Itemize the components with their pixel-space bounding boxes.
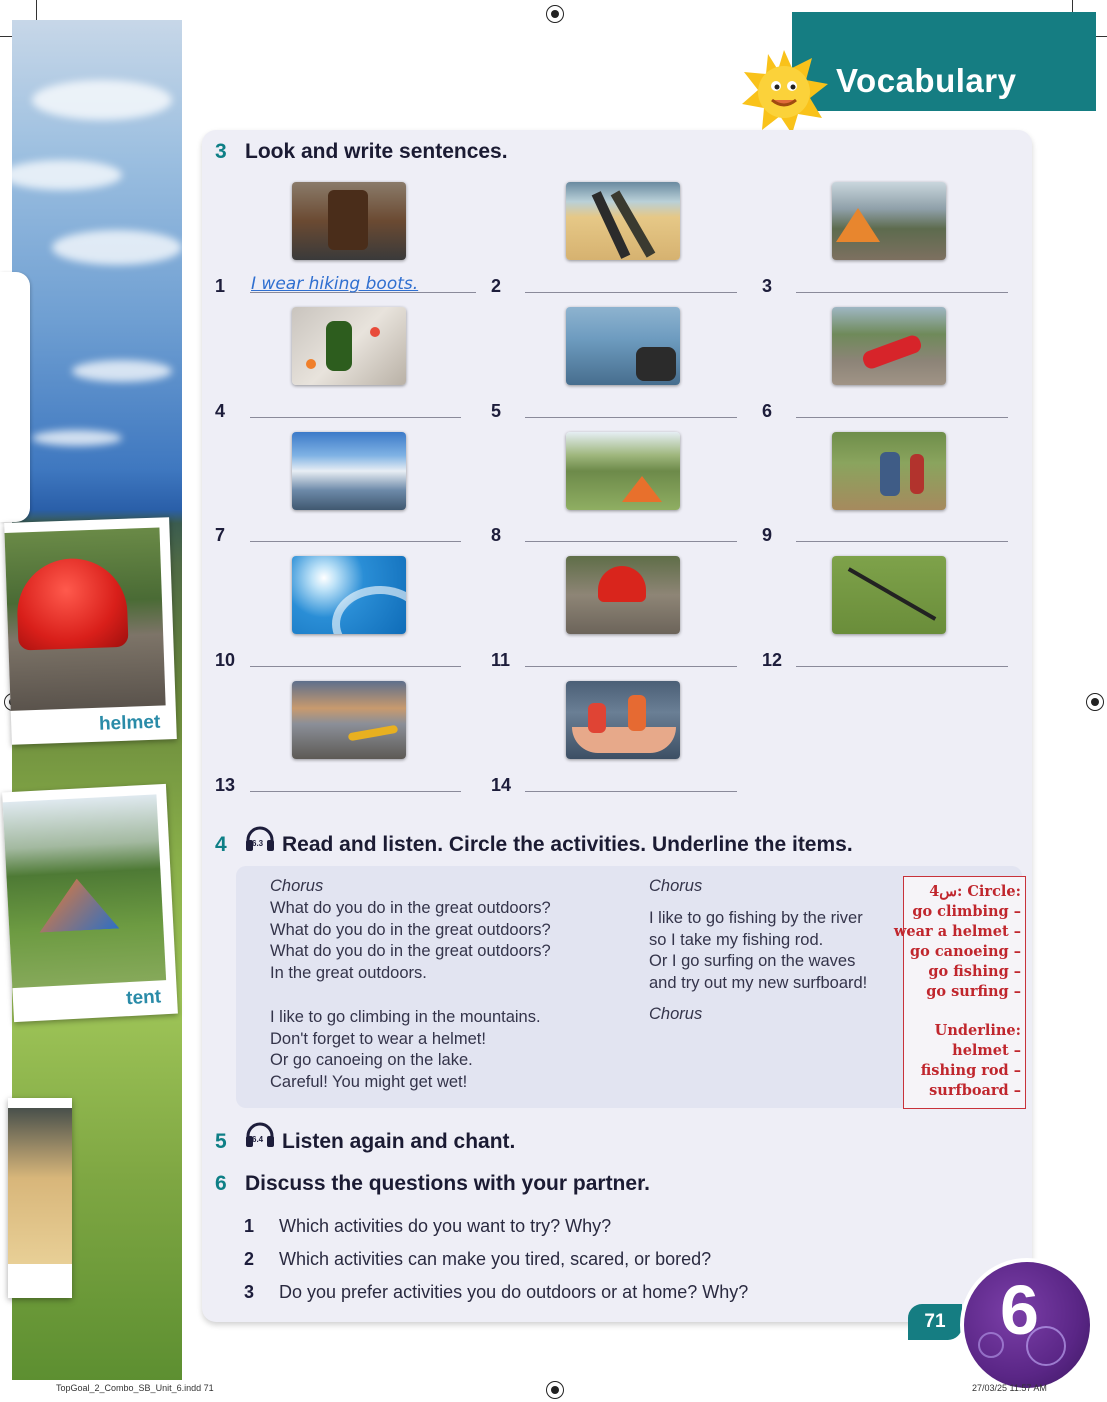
registration-mark-right xyxy=(1086,693,1104,711)
note-circle-item: go surfing – xyxy=(926,983,1021,1000)
annotation-note-box xyxy=(893,876,1026,1109)
answer-line-11[interactable] xyxy=(525,666,737,667)
note-underline-item: surfboard – xyxy=(929,1082,1021,1099)
item-4-number: 4 xyxy=(215,401,226,421)
photo-helmet-rocks xyxy=(566,556,680,634)
item-14-number: 14 xyxy=(491,775,512,795)
sun-mascot-icon xyxy=(736,48,832,136)
crop-line xyxy=(36,0,37,22)
item-6-number: 6 xyxy=(762,401,773,421)
answer-line-13[interactable] xyxy=(250,791,461,792)
item-5-number: 5 xyxy=(491,401,502,421)
photo-kayak-shore xyxy=(292,681,406,759)
answer-line-14[interactable] xyxy=(525,791,737,792)
question-1-text: Which activities do you want to try? Why? xyxy=(279,1216,612,1236)
audio-headphones-icon[interactable] xyxy=(244,1122,276,1148)
helmet-polaroid xyxy=(4,517,177,745)
item-12-number: 12 xyxy=(762,650,783,670)
answer-line-4[interactable] xyxy=(250,417,461,418)
registration-mark-top xyxy=(546,5,564,23)
footer-timestamp: 27/03/25 11:57 AM xyxy=(972,1383,1047,1393)
section-3-number: 3 xyxy=(215,140,227,163)
answer-line-5[interactable] xyxy=(525,417,737,418)
section-4-title: Read and listen. Circle the activities. Underline the items. xyxy=(282,833,853,856)
photo-fishing-rod-grass xyxy=(832,556,946,634)
note-underline-item: helmet – xyxy=(952,1042,1021,1059)
item-13-number: 13 xyxy=(215,775,236,795)
song-col1-verse: I like to go climbing in the mountains. Don't forget to wear a helmet! Or go canoeing on the lake. Careful! You might get wet! xyxy=(270,1008,541,1091)
section-4-number: 4 xyxy=(215,833,227,856)
song-col1-chorus: What do you do in the great outdoors? What do you do in the great outdoors? What do you do in the great outdoors? In the great outdoors. xyxy=(270,899,551,982)
note-circle-item: wear a helmet – xyxy=(893,923,1021,940)
page-title: Vocabulary xyxy=(836,62,1017,99)
strip-tab xyxy=(0,272,30,522)
question-2-number: 2 xyxy=(244,1249,255,1269)
photo-fishing-lake xyxy=(566,307,680,385)
question-1-number: 1 xyxy=(244,1216,255,1236)
photo-mountains xyxy=(292,432,406,510)
photo-climbing-wall xyxy=(292,307,406,385)
photo-hiking-boots xyxy=(292,182,406,260)
section-5-number: 5 xyxy=(215,1130,227,1153)
answer-line-9[interactable] xyxy=(796,541,1008,542)
photo-surfboards xyxy=(566,182,680,260)
footer-file-info: TopGoal_2_Combo_SB_Unit_6.indd 71 xyxy=(56,1383,214,1393)
note-underline-header: Underline: xyxy=(934,1022,1021,1039)
tent-polaroid xyxy=(2,784,178,1022)
photo-sleeping-bag xyxy=(832,307,946,385)
note-circle-item: go canoeing – xyxy=(909,943,1021,960)
answer-line-6[interactable] xyxy=(796,417,1008,418)
answer-line-3[interactable] xyxy=(796,292,1008,293)
section-6-title: Discuss the questions with your partner. xyxy=(245,1172,650,1195)
audio-track-label: 6.4 xyxy=(252,1135,264,1144)
note-circle-item: go climbing – xyxy=(912,903,1021,920)
question-2-text: Which activities can make you tired, scared, or bored? xyxy=(279,1249,712,1269)
registration-mark-bottom xyxy=(546,1381,564,1399)
item-3-number: 3 xyxy=(762,276,773,296)
item-1-number: 1 xyxy=(215,276,226,296)
note-underline-item: fishing rod – xyxy=(920,1062,1021,1079)
note-circle-header: س4: Circle: xyxy=(929,883,1021,900)
photo-canoe xyxy=(566,681,680,759)
answer-line-2[interactable] xyxy=(525,292,737,293)
unit-number: 6 xyxy=(1000,1271,1039,1349)
section-6-number: 6 xyxy=(215,1172,227,1195)
photo-hikers xyxy=(832,432,946,510)
surfboard-polaroid xyxy=(8,1098,72,1298)
answer-line-10[interactable] xyxy=(250,666,461,667)
song-col2-end-chorus: Chorus xyxy=(649,1005,703,1023)
page-number: 71 xyxy=(908,1304,962,1340)
song-col2-chorus-label: Chorus xyxy=(649,877,703,895)
photo-campers xyxy=(832,182,946,260)
answer-1-text: I wear hiking boots. xyxy=(251,274,419,294)
answer-line-7[interactable] xyxy=(250,541,461,542)
note-circle-item: go fishing – xyxy=(928,963,1021,980)
section-3-title: Look and write sentences. xyxy=(245,140,508,163)
question-3-text: Do you prefer activities you do outdoors or at home? Why? xyxy=(279,1282,749,1302)
answer-line-12[interactable] xyxy=(796,666,1008,667)
section-5-title: Listen again and chant. xyxy=(282,1130,516,1153)
item-8-number: 8 xyxy=(491,525,502,545)
question-3-number: 3 xyxy=(244,1282,255,1302)
item-11-number: 11 xyxy=(491,650,511,670)
helmet-caption: helmet xyxy=(98,711,161,735)
song-col2-verse: I like to go fishing by the river so I take my fishing rod. Or I go surfing on the waves and try out my new surfboard! xyxy=(649,909,868,992)
song-col1-chorus-label: Chorus xyxy=(270,877,324,895)
photo-tent-lake xyxy=(566,432,680,510)
tent-caption: tent xyxy=(125,986,162,1010)
item-7-number: 7 xyxy=(215,525,226,545)
answer-line-8[interactable] xyxy=(525,541,737,542)
item-10-number: 10 xyxy=(215,650,236,670)
item-9-number: 9 xyxy=(762,525,773,545)
audio-track-label: 6.3 xyxy=(252,839,264,848)
photo-surfer-wave xyxy=(292,556,406,634)
item-2-number: 2 xyxy=(491,276,502,296)
audio-headphones-icon[interactable] xyxy=(244,826,276,852)
